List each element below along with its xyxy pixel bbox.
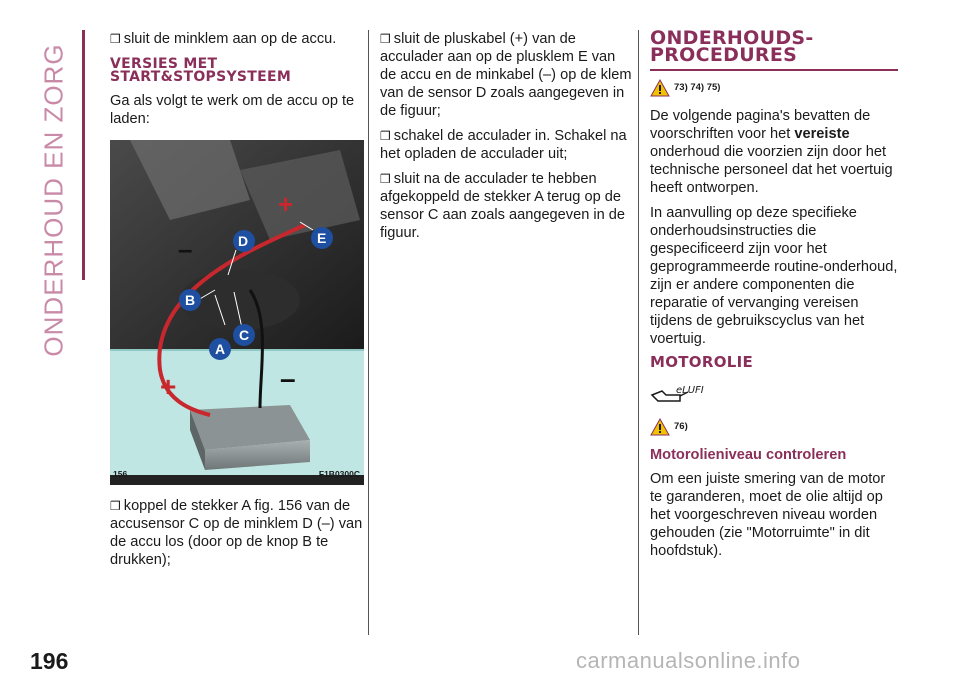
section-heading: VERSIES MET START&STOPSYSTEEM: [110, 56, 292, 85]
warning-refs: 76): [674, 421, 688, 432]
column-middle: [380, 30, 632, 249]
section-title: ONDERHOUD EN ZORG: [38, 43, 69, 357]
label-e: E: [317, 230, 327, 246]
figure-code: F1B0300C: [318, 469, 360, 479]
checkbox-bullet-icon: ❒: [380, 129, 391, 143]
step-item: ❒ sluit de pluskabel (+) van de acculader aan op de plusklem E van de accu en de minkabel (–) op de klem van de sensor D zoals aangegeven in de figuur;: [380, 31, 632, 119]
section-rule: [82, 30, 85, 280]
label-a: A: [215, 341, 226, 357]
minus-sign-icon: –: [178, 234, 193, 264]
battery-figure: [110, 140, 364, 485]
checkbox-bullet-icon: ❒: [380, 172, 391, 186]
figure-number: 156: [113, 469, 128, 479]
column-divider: [368, 30, 369, 635]
label-b: B: [185, 292, 196, 308]
column-left: [110, 30, 365, 576]
plus-sign-icon: +: [278, 189, 294, 219]
oil-can-eco-icon: [650, 381, 704, 403]
checkbox-bullet-icon: ❒: [110, 32, 121, 46]
subsection-heading: MOTOROLIE: [650, 353, 754, 371]
checkbox-bullet-icon: ❒: [380, 32, 391, 46]
warning-reference: [650, 79, 900, 97]
column-divider: [638, 30, 639, 635]
paragraph: De volgende pagina's bevatten de voorschriften voor het vereiste onderhoud die voorzien zijn door het technische personeel dat het voertuig heeft ontworpen.: [650, 108, 893, 196]
battery-illustration: [110, 140, 364, 485]
step-item: ❒ sluit na de acculader te hebben afgekoppeld de stekker A terug op de sensor C aan zoals aangegeven in de figuur.: [380, 171, 626, 241]
step-item: ❒ sluit de minklem aan op de accu.: [110, 31, 337, 47]
subsubsection-heading: Motorolieniveau controleren: [650, 447, 847, 463]
warning-triangle-icon: [650, 418, 670, 436]
plus-sign-icon: +: [160, 371, 177, 402]
checkbox-bullet-icon: ❒: [110, 499, 121, 513]
column-right: [650, 27, 900, 567]
warning-refs: 73) 74) 75): [674, 82, 721, 93]
section-heading: ONDERHOUDS-PROCEDURES: [650, 30, 898, 71]
paragraph: Om een juiste smering van de motor te garanderen, moet de olie altijd op het voorgeschreven niveau worden gehouden (zie "Motorruimte" in dit hoofdstuk).: [650, 471, 886, 559]
label-c: C: [239, 327, 250, 343]
page-number: 196: [30, 648, 69, 674]
paragraph: In aanvulling op deze specifieke onderhoudsinstructies die gespecificeerd zijn voor het geprogrammeerde routine-onderhoud, zijn er andere componenten die reparatie of vervanging vereisen tijdens de gebruikscyclus van het voertuig.: [650, 205, 898, 347]
warning-reference: [650, 418, 900, 436]
watermark: carmanualsonline.info: [576, 648, 801, 673]
warning-triangle-icon: [650, 79, 670, 97]
label-d: D: [238, 233, 249, 249]
lead-text: Ga als volgt te werk om de accu op te laden:: [110, 93, 355, 127]
step-item: ❒ koppel de stekker A fig. 156 van de accusensor C op de minklem D (–) van de accu los (door op de knop B te drukken);: [110, 498, 363, 568]
svg-text:eLUFI: eLUFI: [676, 385, 704, 396]
minus-sign-icon: –: [280, 363, 296, 394]
step-item: ❒ schakel de acculader in. Schakel na het opladen de acculader uit;: [380, 128, 627, 162]
